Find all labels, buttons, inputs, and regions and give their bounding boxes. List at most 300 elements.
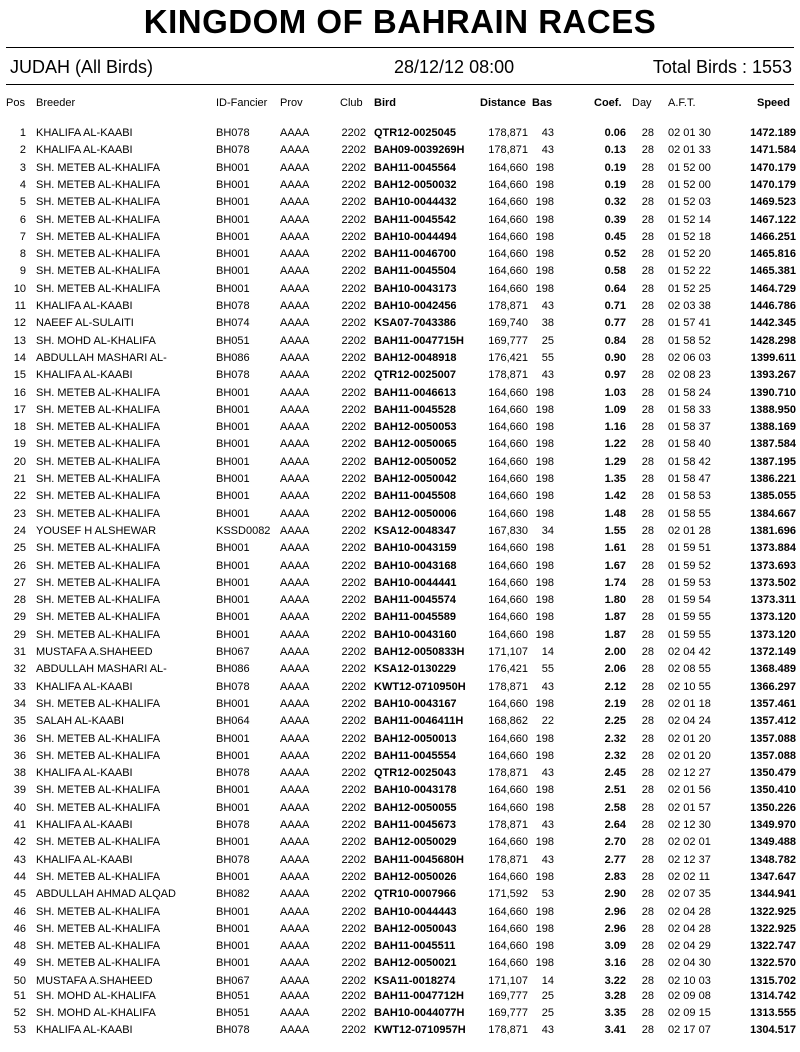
cell-club: 2202: [341, 230, 366, 243]
cell-coef: 2.58: [604, 801, 626, 814]
cell-bird: BAH10-0043178: [374, 784, 457, 797]
cell-prov: AAAA: [280, 767, 310, 780]
cell-pos: 4: [19, 178, 26, 191]
cell-bird: QTR12-0025045: [374, 127, 456, 139]
cell-prov: AAAA: [280, 490, 310, 503]
cell-aft: 02 04 30: [668, 957, 711, 970]
cell-distance: 164,660: [488, 870, 528, 883]
cell-breeder: KHALIFA AL-KAABI: [36, 127, 133, 139]
cell-id-fancier: BH078: [216, 767, 250, 780]
cell-pos: 20: [13, 455, 26, 468]
cell-distance: 164,660: [488, 732, 528, 745]
table-row: [0, 142, 800, 159]
cell-breeder: SH. METEB AL-KHALIFA: [36, 594, 161, 607]
cell-breeder: KHALIFA AL-KAABI: [36, 369, 133, 382]
cell-aft: 02 07 35: [668, 888, 711, 901]
cell-id-fancier: BH086: [216, 663, 250, 676]
table-row: [0, 333, 800, 350]
cell-aft: 02 12 37: [668, 853, 711, 866]
cell-prov: AAAA: [280, 870, 310, 883]
cell-prov: AAAA: [280, 178, 310, 191]
table-row: [0, 852, 800, 869]
table-row: [0, 817, 800, 834]
cell-speed: 1399.611: [750, 351, 796, 364]
cell-id-fancier: BH001: [216, 178, 250, 191]
cell-pos: 52: [13, 1007, 26, 1019]
table-row: [0, 1005, 800, 1022]
cell-breeder: SH. METEB AL-KHALIFA: [36, 922, 161, 935]
cell-id-fancier: BH078: [216, 300, 250, 312]
cell-bird: BAH11-0045508: [374, 490, 456, 503]
table-row: [0, 661, 800, 678]
cell-bas: 198: [535, 403, 554, 416]
cell-bird: BAH10-0044432: [374, 196, 457, 209]
cell-id-fancier: BH001: [216, 438, 250, 451]
cell-distance: 178,871: [488, 144, 528, 157]
cell-speed: 1464.729: [750, 282, 796, 295]
cell-speed: 1322.747: [750, 940, 796, 953]
cell-speed: 1372.149: [750, 646, 796, 658]
cell-distance: 164,660: [488, 836, 528, 849]
table-row: [0, 212, 800, 229]
cell-club: 2202: [341, 473, 366, 485]
cell-day: 28: [641, 801, 654, 814]
cell-bas: 43: [541, 819, 554, 831]
cell-speed: 1388.950: [750, 403, 796, 416]
cell-coef: 0.71: [604, 300, 626, 312]
cell-bas: 53: [541, 888, 554, 901]
cell-prov: AAAA: [280, 455, 310, 468]
cell-club: 2202: [341, 507, 366, 520]
cell-day: 28: [641, 386, 654, 399]
cell-id-fancier: BH001: [216, 784, 250, 797]
cell-speed: 1350.226: [750, 801, 796, 814]
cell-coef: 0.58: [604, 265, 626, 278]
cell-day: 28: [641, 1007, 654, 1019]
cell-pos: 48: [13, 940, 26, 953]
cell-pos: 29: [13, 628, 26, 641]
cell-bird: BAH11-0045542: [374, 213, 456, 226]
cell-day: 28: [641, 559, 654, 572]
cell-bird: KWT12-0710957H: [374, 1024, 466, 1036]
cell-coef: 1.87: [604, 628, 626, 641]
cell-distance: 164,660: [488, 282, 528, 295]
cell-coef: 2.83: [604, 870, 626, 883]
cell-prov: AAAA: [280, 438, 310, 451]
cell-breeder: SH. METEB AL-KHALIFA: [36, 784, 161, 797]
cell-distance: 164,660: [488, 421, 528, 434]
cell-pos: 3: [19, 161, 26, 174]
cell-coef: 1.61: [604, 542, 626, 555]
table-row: [0, 471, 800, 488]
cell-bas: 198: [535, 870, 554, 883]
cell-club: 2202: [341, 940, 366, 953]
cell-club: 2202: [341, 300, 366, 312]
cell-day: 28: [641, 940, 654, 953]
cell-pos: 2: [19, 144, 26, 157]
cell-day: 28: [641, 351, 654, 364]
cell-pos: 18: [13, 421, 26, 434]
cell-id-fancier: BH001: [216, 628, 250, 641]
cell-club: 2202: [341, 559, 366, 572]
cell-day: 28: [641, 334, 654, 347]
cell-speed: 1322.925: [750, 922, 796, 935]
cell-coef: 0.45: [604, 230, 626, 243]
cell-coef: 1.42: [604, 490, 626, 503]
cell-speed: 1390.710: [750, 386, 796, 399]
cell-day: 28: [641, 144, 654, 157]
cell-prov: AAAA: [280, 1007, 310, 1019]
cell-bird: BAH12-0050053: [374, 421, 457, 434]
cell-pos: 14: [13, 351, 26, 364]
cell-breeder: SH. METEB AL-KHALIFA: [36, 905, 161, 918]
cell-distance: 164,660: [488, 178, 528, 191]
cell-club: 2202: [341, 438, 366, 451]
cell-prov: AAAA: [280, 853, 310, 866]
cell-distance: 164,660: [488, 213, 528, 226]
cell-bas: 198: [535, 576, 554, 589]
cell-day: 28: [641, 507, 654, 520]
cell-aft: 02 01 56: [668, 784, 711, 797]
cell-distance: 169,740: [488, 317, 528, 330]
cell-day: 28: [641, 888, 654, 901]
table-row: [0, 679, 800, 696]
cell-aft: 01 58 42: [668, 455, 711, 468]
cell-speed: 1470.179: [750, 161, 796, 174]
cell-speed: 1373.884: [750, 542, 796, 555]
cell-breeder: MUSTAFA A.SHAHEED: [36, 974, 153, 987]
cell-id-fancier: BH001: [216, 749, 250, 762]
col-bird: Bird: [374, 97, 396, 109]
cell-aft: 01 52 22: [668, 265, 711, 278]
cell-breeder: SH. METEB AL-KHALIFA: [36, 507, 161, 520]
cell-coef: 0.84: [604, 334, 626, 347]
cell-day: 28: [641, 594, 654, 607]
cell-club: 2202: [341, 178, 366, 191]
cell-pos: 49: [13, 957, 26, 970]
table-row: [0, 488, 800, 505]
cell-distance: 164,660: [488, 473, 528, 485]
cell-day: 28: [641, 853, 654, 866]
table-row: [0, 385, 800, 402]
cell-club: 2202: [341, 369, 366, 382]
cell-club: 2202: [341, 611, 366, 624]
table-row: [0, 263, 800, 280]
cell-pos: 53: [13, 1024, 26, 1036]
cell-aft: 01 59 53: [668, 576, 711, 589]
cell-bas: 198: [535, 196, 554, 209]
cell-speed: 1442.345: [750, 317, 796, 330]
cell-bas: 198: [535, 230, 554, 243]
cell-coef: 1.35: [604, 473, 626, 485]
cell-day: 28: [641, 196, 654, 209]
cell-aft: 01 58 47: [668, 473, 711, 485]
cell-day: 28: [641, 870, 654, 883]
table-row: [0, 592, 800, 609]
cell-id-fancier: BH001: [216, 161, 250, 174]
cell-bird: BAH11-0045589: [374, 611, 456, 624]
cell-distance: 164,660: [488, 386, 528, 399]
table-row: [0, 281, 800, 298]
cell-aft: 01 52 00: [668, 161, 711, 174]
cell-id-fancier: BH078: [216, 680, 250, 693]
cell-id-fancier: BH001: [216, 213, 250, 226]
cell-prov: AAAA: [280, 749, 310, 762]
cell-club: 2202: [341, 888, 366, 901]
cell-bas: 198: [535, 559, 554, 572]
cell-breeder: ABDULLAH AHMAD ALQAD: [36, 888, 176, 901]
cell-speed: 1368.489: [750, 663, 796, 676]
cell-aft: 02 01 30: [668, 127, 711, 139]
cell-pos: 24: [13, 524, 26, 537]
cell-bas: 43: [541, 853, 554, 866]
cell-coef: 1.48: [604, 507, 626, 520]
cell-pos: 23: [13, 507, 26, 520]
cell-day: 28: [641, 1024, 654, 1036]
cell-distance: 171,107: [488, 646, 528, 658]
page-title: KINGDOM OF BAHRAIN RACES: [143, 3, 657, 40]
cell-day: 28: [641, 767, 654, 780]
cell-day: 28: [641, 836, 654, 849]
table-row: [0, 904, 800, 921]
cell-aft: 01 52 00: [668, 178, 711, 191]
cell-bas: 198: [535, 836, 554, 849]
cell-prov: AAAA: [280, 801, 310, 814]
cell-bas: 198: [535, 490, 554, 503]
cell-bird: BAH11-0047715H: [374, 334, 464, 347]
cell-coef: 1.16: [604, 421, 626, 434]
cell-prov: AAAA: [280, 697, 310, 710]
cell-distance: 168,862: [488, 715, 528, 728]
cell-bird: BAH10-0043167: [374, 697, 457, 710]
col-breeder: Breeder: [36, 97, 76, 109]
cell-prov: AAAA: [280, 974, 310, 987]
cell-id-fancier: BH001: [216, 697, 250, 710]
cell-pos: 6: [19, 213, 26, 226]
cell-club: 2202: [341, 801, 366, 814]
cell-id-fancier: BH086: [216, 351, 250, 364]
cell-pos: 9: [19, 265, 26, 278]
table-row: [0, 782, 800, 799]
cell-pos: 34: [13, 697, 26, 710]
cell-day: 28: [641, 403, 654, 416]
cell-coef: 1.67: [604, 559, 626, 572]
cell-pos: 21: [13, 473, 26, 485]
cell-bas: 198: [535, 178, 554, 191]
col-coef: Coef.: [594, 97, 622, 109]
cell-distance: 178,871: [488, 819, 528, 831]
cell-day: 28: [641, 990, 654, 1002]
cell-coef: 0.13: [604, 144, 626, 157]
cell-club: 2202: [341, 594, 366, 607]
cell-speed: 1373.311: [750, 594, 796, 607]
cell-bas: 198: [535, 473, 554, 485]
cell-bird: BAH12-0050043: [374, 922, 457, 935]
cell-day: 28: [641, 127, 654, 139]
cell-pos: 5: [19, 196, 26, 209]
cell-speed: 1322.925: [750, 905, 796, 918]
cell-club: 2202: [341, 351, 366, 364]
cell-breeder: SH. METEB AL-KHALIFA: [36, 490, 161, 503]
cell-bird: BAH10-0043168: [374, 559, 457, 572]
cell-id-fancier: BH067: [216, 974, 250, 987]
cell-coef: 2.64: [604, 819, 626, 831]
cell-aft: 02 10 55: [668, 680, 711, 693]
cell-club: 2202: [341, 749, 366, 762]
cell-prov: AAAA: [280, 300, 310, 312]
cell-id-fancier: BH001: [216, 403, 250, 416]
cell-speed: 1304.517: [750, 1024, 796, 1036]
cell-coef: 0.06: [604, 127, 626, 139]
cell-id-fancier: BH078: [216, 127, 250, 139]
cell-distance: 178,871: [488, 369, 528, 382]
cell-speed: 1446.786: [750, 300, 796, 312]
cell-day: 28: [641, 922, 654, 935]
cell-aft: 02 02 11: [668, 870, 711, 883]
cell-bas: 38: [541, 317, 554, 330]
cell-bird: BAH12-0050052: [374, 455, 457, 468]
cell-speed: 1472.189: [750, 127, 796, 139]
cell-speed: 1386.221: [750, 473, 796, 485]
cell-breeder: SH. METEB AL-KHALIFA: [36, 559, 161, 572]
cell-club: 2202: [341, 732, 366, 745]
cell-coef: 1.55: [604, 524, 626, 537]
cell-prov: AAAA: [280, 161, 310, 174]
cell-bird: BAH12-0050029: [374, 836, 457, 849]
cell-id-fancier: BH078: [216, 369, 250, 382]
cell-coef: 2.06: [604, 663, 626, 676]
table-row: [0, 177, 800, 194]
cell-speed: 1428.298: [750, 334, 796, 347]
cell-id-fancier: BH001: [216, 801, 250, 814]
table-row: [0, 713, 800, 730]
cell-breeder: SH. METEB AL-KHALIFA: [36, 282, 161, 295]
cell-breeder: SH. METEB AL-KHALIFA: [36, 801, 161, 814]
cell-bas: 22: [541, 715, 554, 728]
table-row: [0, 436, 800, 453]
cell-aft: 02 04 42: [668, 646, 711, 658]
cell-bird: BAH10-0043159: [374, 542, 457, 555]
cell-id-fancier: BH001: [216, 732, 250, 745]
cell-aft: 02 09 15: [668, 1007, 711, 1019]
cell-bird: BAH11-0046411H: [374, 715, 464, 728]
cell-prov: AAAA: [280, 507, 310, 520]
cell-prov: AAAA: [280, 127, 310, 139]
cell-breeder: SH. METEB AL-KHALIFA: [36, 473, 161, 485]
cell-id-fancier: BH001: [216, 473, 250, 485]
cell-coef: 1.87: [604, 611, 626, 624]
cell-aft: 02 01 28: [668, 524, 711, 537]
cell-speed: 1384.667: [750, 507, 796, 520]
cell-bird: QTR12-0025043: [374, 767, 456, 780]
cell-distance: 164,660: [488, 542, 528, 555]
cell-distance: 164,660: [488, 940, 528, 953]
cell-day: 28: [641, 732, 654, 745]
cell-bas: 198: [535, 507, 554, 520]
table-row: [0, 800, 800, 817]
cell-speed: 1357.088: [750, 749, 796, 762]
cell-prov: AAAA: [280, 351, 310, 364]
cell-pos: 10: [13, 282, 26, 295]
cell-id-fancier: BH078: [216, 144, 250, 157]
cell-pos: 46: [13, 905, 26, 918]
cell-club: 2202: [341, 127, 366, 139]
cell-distance: 167,830: [488, 524, 528, 537]
cell-day: 28: [641, 680, 654, 693]
cell-distance: 164,660: [488, 248, 528, 261]
cell-id-fancier: BH051: [216, 334, 250, 347]
cell-coef: 2.77: [604, 853, 626, 866]
cell-aft: 02 04 28: [668, 922, 711, 935]
cell-club: 2202: [341, 957, 366, 970]
col-aft: A.F.T.: [668, 97, 696, 109]
cell-club: 2202: [341, 265, 366, 278]
cell-distance: 164,660: [488, 922, 528, 935]
cell-club: 2202: [341, 819, 366, 831]
table-row: [0, 627, 800, 644]
cell-id-fancier: BH001: [216, 248, 250, 261]
cell-speed: 1322.570: [750, 957, 796, 970]
cell-breeder: KHALIFA AL-KAABI: [36, 680, 133, 693]
cell-distance: 164,660: [488, 628, 528, 641]
cell-breeder: SH. METEB AL-KHALIFA: [36, 957, 161, 970]
cell-day: 28: [641, 317, 654, 330]
cell-pos: 45: [13, 888, 26, 901]
cell-pos: 1: [19, 127, 26, 139]
cell-bird: BAH11-0045564: [374, 161, 456, 174]
cell-id-fancier: BH064: [216, 715, 250, 728]
cell-aft: 01 58 37: [668, 421, 711, 434]
cell-club: 2202: [341, 628, 366, 641]
cell-day: 28: [641, 524, 654, 537]
cell-prov: AAAA: [280, 144, 310, 157]
cell-bird: KWT12-0710950H: [374, 680, 466, 693]
cell-club: 2202: [341, 455, 366, 468]
cell-aft: 02 08 23: [668, 369, 711, 382]
cell-prov: AAAA: [280, 628, 310, 641]
cell-bird: BAH12-0050026: [374, 870, 457, 883]
cell-bird: BAH10-0044077H: [374, 1007, 465, 1019]
cell-coef: 1.29: [604, 455, 626, 468]
cell-distance: 171,107: [488, 974, 528, 987]
cell-distance: 164,660: [488, 611, 528, 624]
cell-distance: 164,660: [488, 196, 528, 209]
cell-speed: 1393.267: [750, 369, 796, 382]
table-row: [0, 696, 800, 713]
cell-bird: BAH11-0045673: [374, 819, 456, 831]
cell-aft: 01 58 53: [668, 490, 711, 503]
cell-pos: 31: [13, 646, 26, 658]
cell-bird: KSA11-0018274: [374, 974, 456, 987]
cell-bird: BAH12-0050006: [374, 507, 457, 520]
cell-breeder: SH. METEB AL-KHALIFA: [36, 940, 161, 953]
cell-speed: 1373.693: [750, 559, 796, 572]
cell-aft: 01 59 55: [668, 611, 711, 624]
cell-prov: AAAA: [280, 888, 310, 901]
cell-coef: 3.09: [604, 940, 626, 953]
cell-speed: 1347.647: [750, 870, 796, 883]
cell-bird: BAH10-0044441: [374, 576, 457, 589]
cell-bird: BAH12-0050065: [374, 438, 457, 451]
cell-coef: 2.25: [604, 715, 626, 728]
cell-prov: AAAA: [280, 836, 310, 849]
cell-day: 28: [641, 473, 654, 485]
cell-coef: 0.52: [604, 248, 626, 261]
cell-pos: 16: [13, 386, 26, 399]
cell-breeder: KHALIFA AL-KAABI: [36, 853, 133, 866]
cell-aft: 01 58 55: [668, 507, 711, 520]
cell-coef: 2.45: [604, 767, 626, 780]
